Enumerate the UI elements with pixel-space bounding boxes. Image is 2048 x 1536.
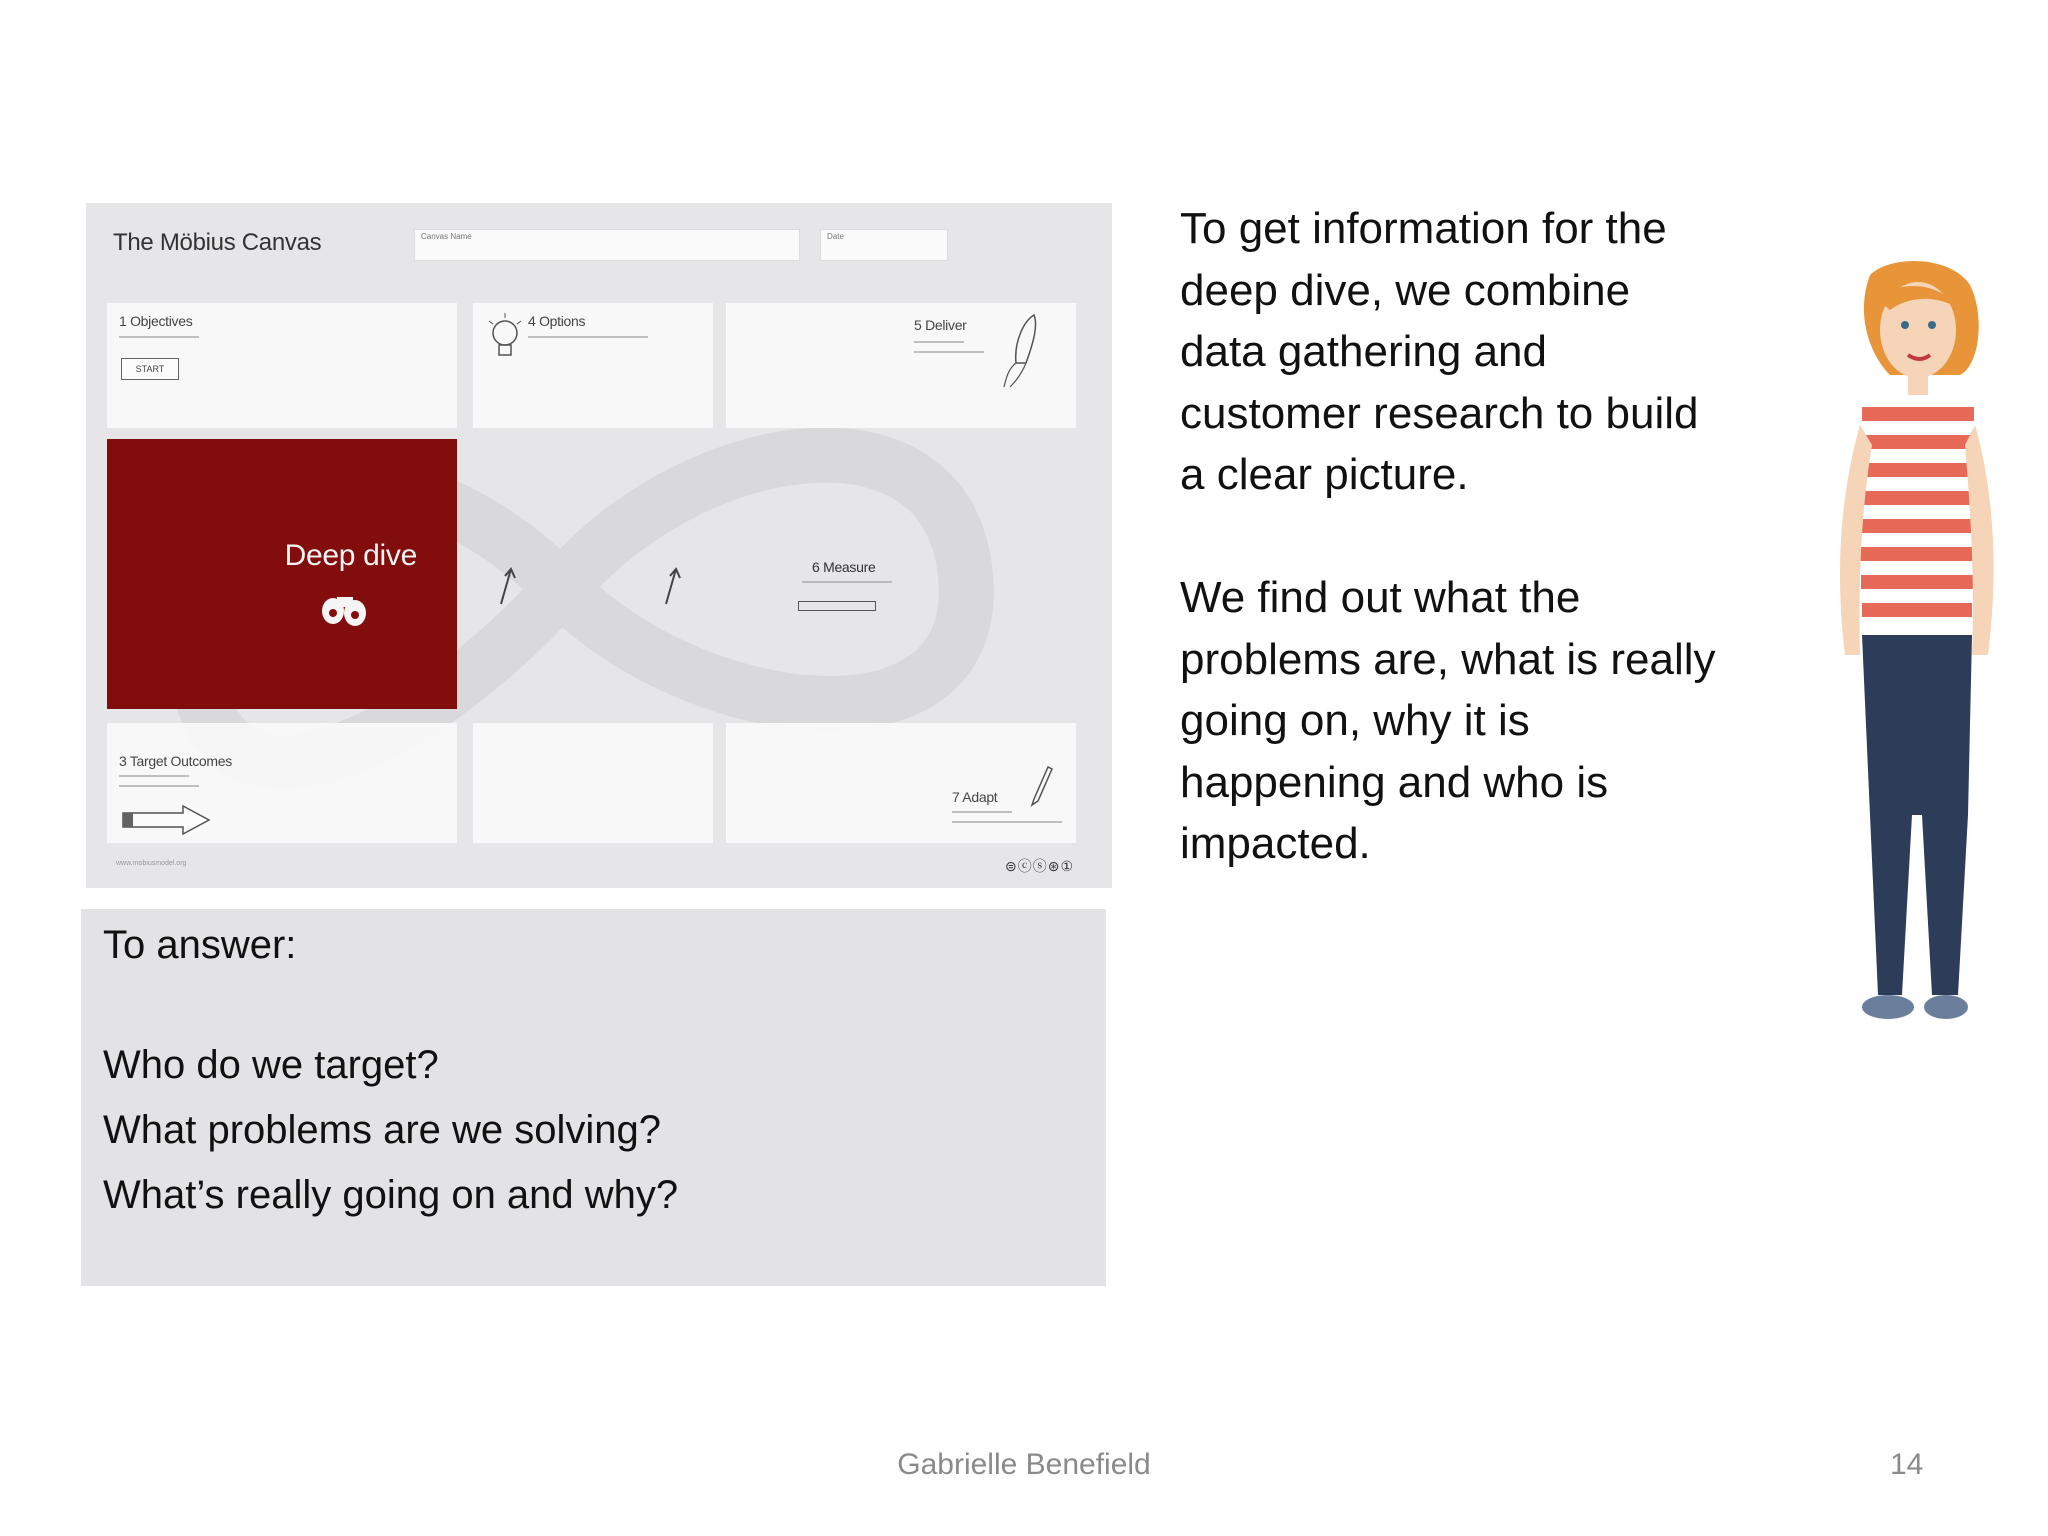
label-options: 4 Options — [528, 313, 586, 329]
binoculars-icon — [317, 587, 373, 629]
label-objectives: 1 Objectives — [119, 313, 193, 329]
license-icons: ⊜ⓒⓢ⊛① — [1004, 858, 1074, 874]
arrow-right-icon — [119, 803, 219, 837]
paragraph-line: We find out what the — [1180, 573, 1581, 622]
placeholder-text — [119, 336, 199, 338]
label-target-outcomes: 3 Target Outcomes — [119, 753, 232, 769]
paragraph-line: impacted. — [1180, 819, 1371, 868]
placeholder-text — [802, 581, 892, 583]
placeholder-text — [914, 341, 964, 343]
cell-adapt — [726, 723, 1076, 843]
paragraph-line: happening and who is — [1180, 757, 1609, 807]
answer-box — [81, 909, 1106, 1286]
question-item: What problems are we solving? — [103, 1108, 662, 1152]
paragraph-line: deep dive, we combine — [1180, 265, 1631, 315]
placeholder-text — [119, 785, 199, 787]
canvas-title: The Möbius Canvas — [113, 229, 322, 256]
paragraph-line: data gathering and — [1180, 327, 1547, 376]
cell-deliver — [726, 303, 1076, 428]
footer-author: Gabrielle Benefield — [897, 1448, 1151, 1481]
paragraph-line: a clear picture. — [1180, 450, 1469, 499]
ruler-icon — [798, 601, 876, 611]
placeholder-text — [914, 351, 984, 353]
cell-objectives — [107, 303, 457, 428]
cell-options-lower — [473, 439, 713, 709]
mobius-canvas-image — [86, 203, 1112, 888]
pencil-icon — [1026, 763, 1056, 808]
label-deliver: 5 Deliver — [914, 317, 967, 333]
paragraph-1 — [1180, 198, 1698, 506]
start-sign-icon — [121, 358, 179, 380]
lightbulb-icon — [485, 311, 525, 365]
deep-dive-highlight — [107, 439, 457, 709]
canvas-date-label: Date — [827, 232, 844, 241]
placeholder-text — [952, 821, 1062, 823]
cell-target-outcomes — [107, 723, 457, 843]
paragraph-line: To get information for the — [1180, 204, 1667, 253]
canvas-name-field — [414, 229, 800, 261]
paragraph-line: problems are, what is really — [1180, 634, 1716, 684]
answer-heading: To answer: — [103, 923, 297, 967]
placeholder-text — [952, 811, 1012, 813]
question-item: What’s really going on and why? — [103, 1173, 679, 1217]
cartoon-woman-illustration — [1800, 255, 2000, 1055]
canvas-footer-url: www.mobiusmodel.org — [116, 860, 187, 867]
rocket-icon — [994, 311, 1044, 391]
arrow-up-icon — [658, 564, 688, 609]
paragraph-line: going on, why it is — [1180, 696, 1530, 745]
label-measure: 6 Measure — [812, 559, 876, 575]
page-number: 14 — [1890, 1448, 1924, 1481]
canvas-date-field — [820, 229, 948, 261]
placeholder-text — [528, 336, 648, 338]
cell-measure — [726, 439, 1076, 709]
label-adapt: 7 Adapt — [952, 789, 998, 805]
cell-options — [473, 303, 713, 428]
start-sign-label: START — [135, 364, 165, 374]
question-item: Who do we target? — [103, 1043, 439, 1087]
placeholder-text — [119, 775, 189, 777]
deep-dive-label: Deep dive — [284, 539, 417, 572]
arrow-up-icon — [493, 564, 523, 609]
canvas-name-label: Canvas Name — [421, 232, 472, 241]
paragraph-line: customer research to build — [1180, 388, 1699, 438]
cell-empty — [473, 723, 713, 843]
paragraph-2 — [1180, 567, 1716, 875]
